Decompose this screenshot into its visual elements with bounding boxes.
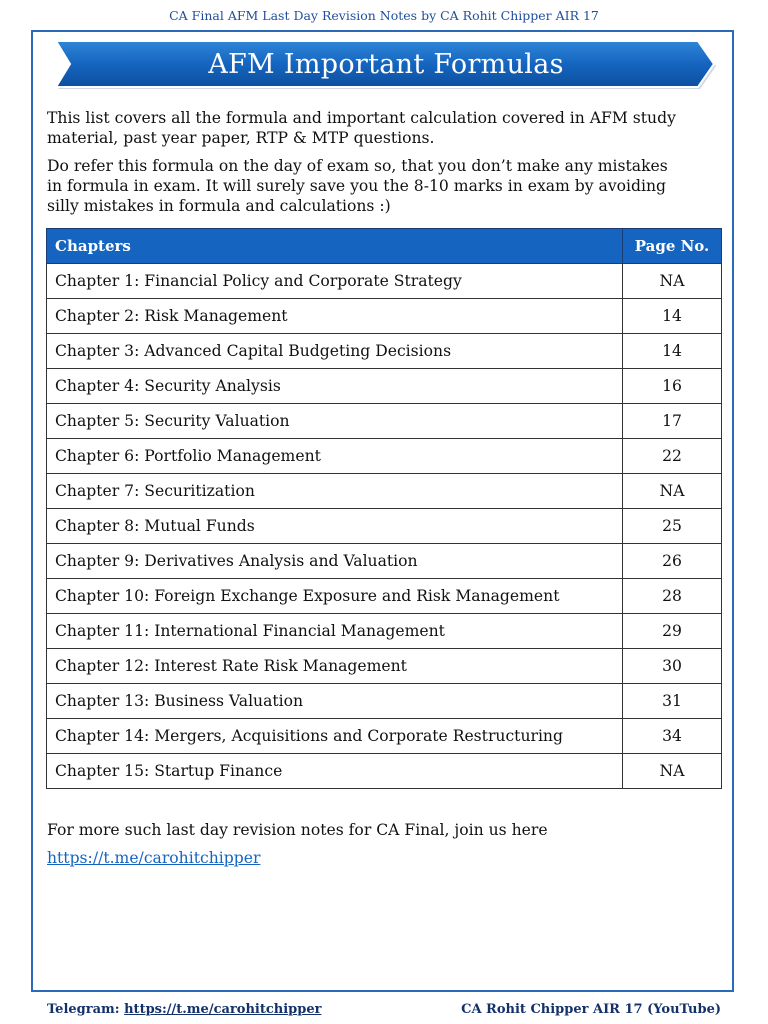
table-row xyxy=(47,684,722,719)
chapter-cell: Chapter 12: Interest Rate Risk Management xyxy=(47,649,623,684)
page-cell: 25 xyxy=(623,509,722,544)
table-row xyxy=(47,754,722,789)
page-cell: 30 xyxy=(623,649,722,684)
page-cell: 17 xyxy=(623,404,722,439)
chapter-cell: Chapter 2: Risk Management xyxy=(47,299,623,334)
chapter-cell: Chapter 13: Business Valuation xyxy=(47,684,623,719)
table-row xyxy=(47,579,722,614)
intro-paragraph-2: Do refer this formula on the day of exam so, that you don’t make any mistakes in formula in exam. It will surely save you the 8-10 marks in exam by avoiding silly mistakes in formula and calculations :) xyxy=(47,157,668,215)
table-header-row xyxy=(47,229,722,264)
title-banner xyxy=(54,40,718,92)
page-cell: NA xyxy=(623,264,722,299)
page-cell: 14 xyxy=(623,299,722,334)
page-cell: 28 xyxy=(623,579,722,614)
page-cell: NA xyxy=(623,474,722,509)
telegram-link[interactable]: https://t.me/carohitchipper xyxy=(47,849,261,867)
header-note: CA Final AFM Last Day Revision Notes by CA Rohit Chipper AIR 17 xyxy=(169,8,599,23)
table-row xyxy=(47,264,722,299)
chapter-cell: Chapter 11: International Financial Management xyxy=(47,614,623,649)
chapter-cell: Chapter 6: Portfolio Management xyxy=(47,439,623,474)
page-title: AFM Important Formulas xyxy=(208,49,564,80)
intro-paragraph-1: This list covers all the formula and important calculation covered in AFM study material, past year paper, RTP & MTP questions. xyxy=(47,109,676,147)
page-column-header: Page No. xyxy=(623,229,722,264)
chapter-cell: Chapter 3: Advanced Capital Budgeting Decisions xyxy=(47,334,623,369)
chapter-cell: Chapter 15: Startup Finance xyxy=(47,754,623,789)
page-cell: 22 xyxy=(623,439,722,474)
footer-text: For more such last day revision notes for CA Final, join us here xyxy=(47,821,548,839)
page-cell: 26 xyxy=(623,544,722,579)
telegram-label: Telegram: xyxy=(47,1002,125,1017)
page-cell: 14 xyxy=(623,334,722,369)
chapter-cell: Chapter 1: Financial Policy and Corporate Strategy xyxy=(47,264,623,299)
table-row xyxy=(47,404,722,439)
chapter-cell: Chapter 8: Mutual Funds xyxy=(47,509,623,544)
page-cell: NA xyxy=(623,754,722,789)
chapter-cell: Chapter 9: Derivatives Analysis and Valuation xyxy=(47,544,623,579)
page-cell: 16 xyxy=(623,369,722,404)
table-row xyxy=(47,334,722,369)
table-row xyxy=(47,649,722,684)
table-row xyxy=(47,509,722,544)
table-row xyxy=(47,439,722,474)
bottom-telegram xyxy=(47,1002,321,1017)
table-row xyxy=(47,369,722,404)
intro-text xyxy=(47,108,687,224)
page-cell: 29 xyxy=(623,614,722,649)
chapter-cell: Chapter 4: Security Analysis xyxy=(47,369,623,404)
chapter-cell: Chapter 5: Security Valuation xyxy=(47,404,623,439)
chapters-table xyxy=(46,228,722,789)
bottom-telegram-link[interactable]: https://t.me/carohitchipper xyxy=(124,1002,322,1017)
chapter-cell: Chapter 10: Foreign Exchange Exposure and Risk Management xyxy=(47,579,623,614)
table-row xyxy=(47,299,722,334)
table-row xyxy=(47,719,722,754)
bottom-youtube-credit: CA Rohit Chipper AIR 17 (YouTube) xyxy=(461,1002,721,1017)
table-row xyxy=(47,544,722,579)
page-cell: 34 xyxy=(623,719,722,754)
table-row xyxy=(47,474,722,509)
page-cell: 31 xyxy=(623,684,722,719)
table-row xyxy=(47,614,722,649)
chapter-cell: Chapter 7: Securitization xyxy=(47,474,623,509)
chapters-column-header: Chapters xyxy=(47,229,623,264)
chapter-cell: Chapter 14: Mergers, Acquisitions and Corporate Restructuring xyxy=(47,719,623,754)
